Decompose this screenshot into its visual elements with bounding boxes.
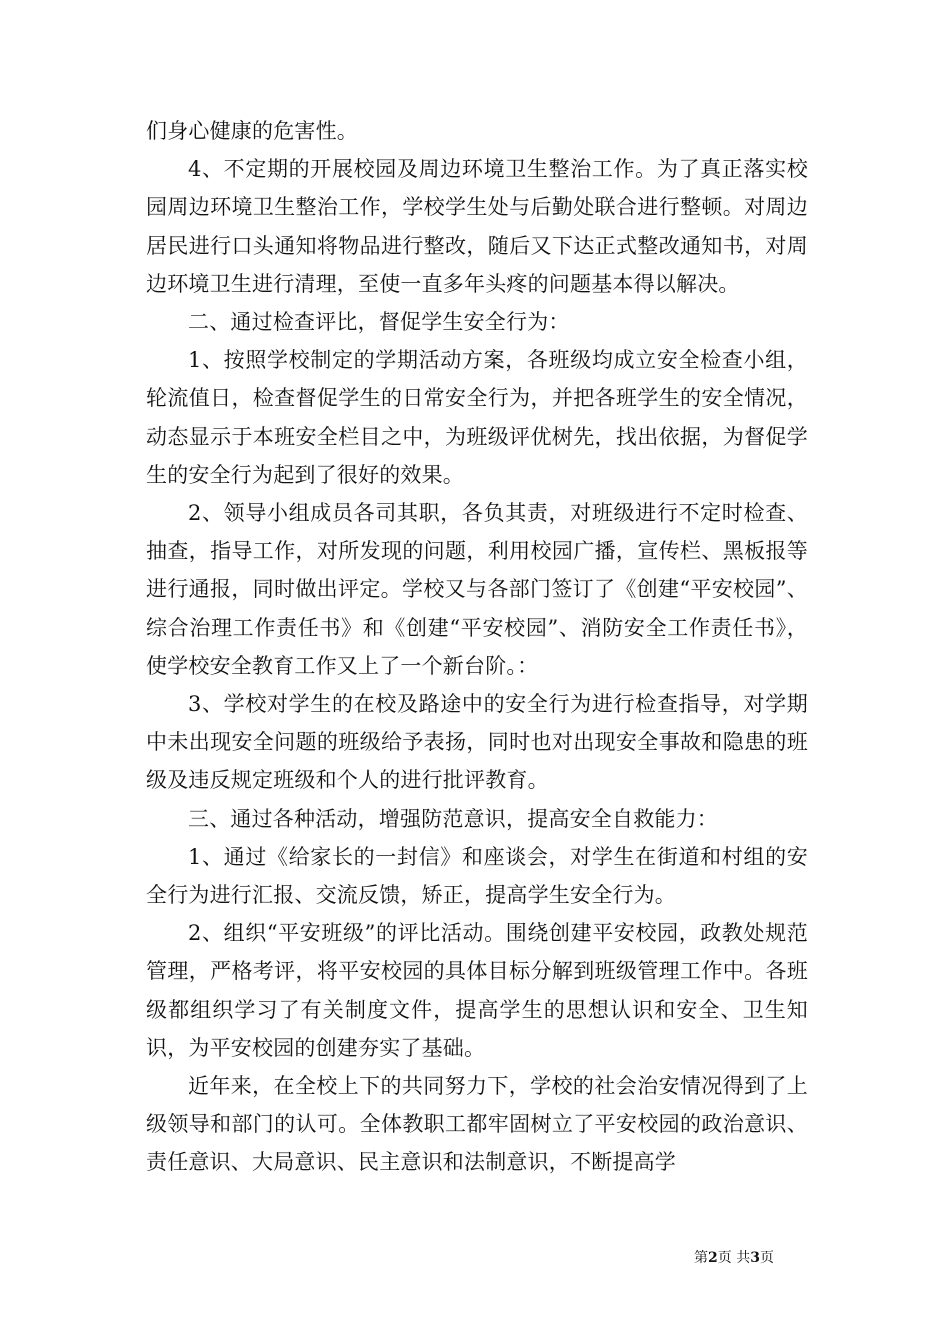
paragraph-item-1-inspection-groups: 1、按照学校制定的学期活动方案，各班级均成立安全检查小组，轮流值日，检查督促学生的日常安全行为，并把各班学生的安全情况，动态显示于本班安全栏目之中，为班级评优树先，找出依据，为督促学生的安全行为起到了很好的效果。 [146,348,808,487]
section-heading-3: 三、通过各种活动，增强防范意识，提高安全自救能力： [188,806,718,831]
footer-prefix: 第 [694,1250,708,1266]
current-page-number: 2 [708,1250,718,1266]
paragraph-item-1-parent-letter: 1、通过《给家长的一封信》和座谈会，对学生在街道和村组的安全行为进行汇报、交流反馈，矫正，提高学生安全行为。 [146,844,808,908]
paragraph-continuation: 们身心健康的危害性。 [146,119,358,143]
footer-middle: 页 共 [717,1250,751,1266]
page-number-footer [694,1247,774,1267]
total-pages-number: 3 [750,1250,760,1266]
paragraph-item-3-guidance: 3、学校对学生的在校及路途中的安全行为进行检查指导，对学期中未出现安全问题的班级给予表扬，同时也对出现安全事故和隐患的班级及违反规定班级和个人的进行批评教育。 [146,692,808,793]
paragraph-summary: 近年来，在全校上下的共同努力下，学校的社会治安情况得到了上级领导和部门的认可。全体教职工都牢固树立了平安校园的政治意识、责任意识、大局意识、民主意识和法制意识，不断提高学 [146,1074,808,1175]
paragraph-item-2-safe-class: 2、组织“平安班级”的评比活动。围绕创建平安校园，政教处规范管理，严格考评，将平安校园的具体目标分解到班级管理工作中。各班级都组织学习了有关制度文件，提高学生的思想认识和安全、卫生知识，为平安校园的创建夯实了基础。 [146,921,808,1060]
document-body [146,112,808,1182]
footer-suffix: 页 [759,1250,774,1266]
paragraph-item-4-sanitation: 4、不定期的开展校园及周边环境卫生整治工作。为了真正落实校园周边环境卫生整治工作，学校学生处与后勤处联合进行整顿。对周边居民进行口头通知将物品进行整改，随后又下达正式整改通知书，对周边环境卫生进行清理，至使一直多年头疼的问题基本得以解决。 [146,157,808,296]
section-heading-2: 二、通过检查评比，督促学生安全行为： [188,310,570,335]
paragraph-item-2-leadership: 2、领导小组成员各司其职，各负其责，对班级进行不定时检查、抽查，指导工作，对所发现的问题，利用校园广播，宣传栏、黑板报等进行通报，同时做出评定。学校又与各部门签订了《创建“平安校园”、综合治理工作责任书》和《创建“平安校园”、消防安全工作责任书》，使学校安全教育工作又上了一个新台阶。： [146,501,808,678]
